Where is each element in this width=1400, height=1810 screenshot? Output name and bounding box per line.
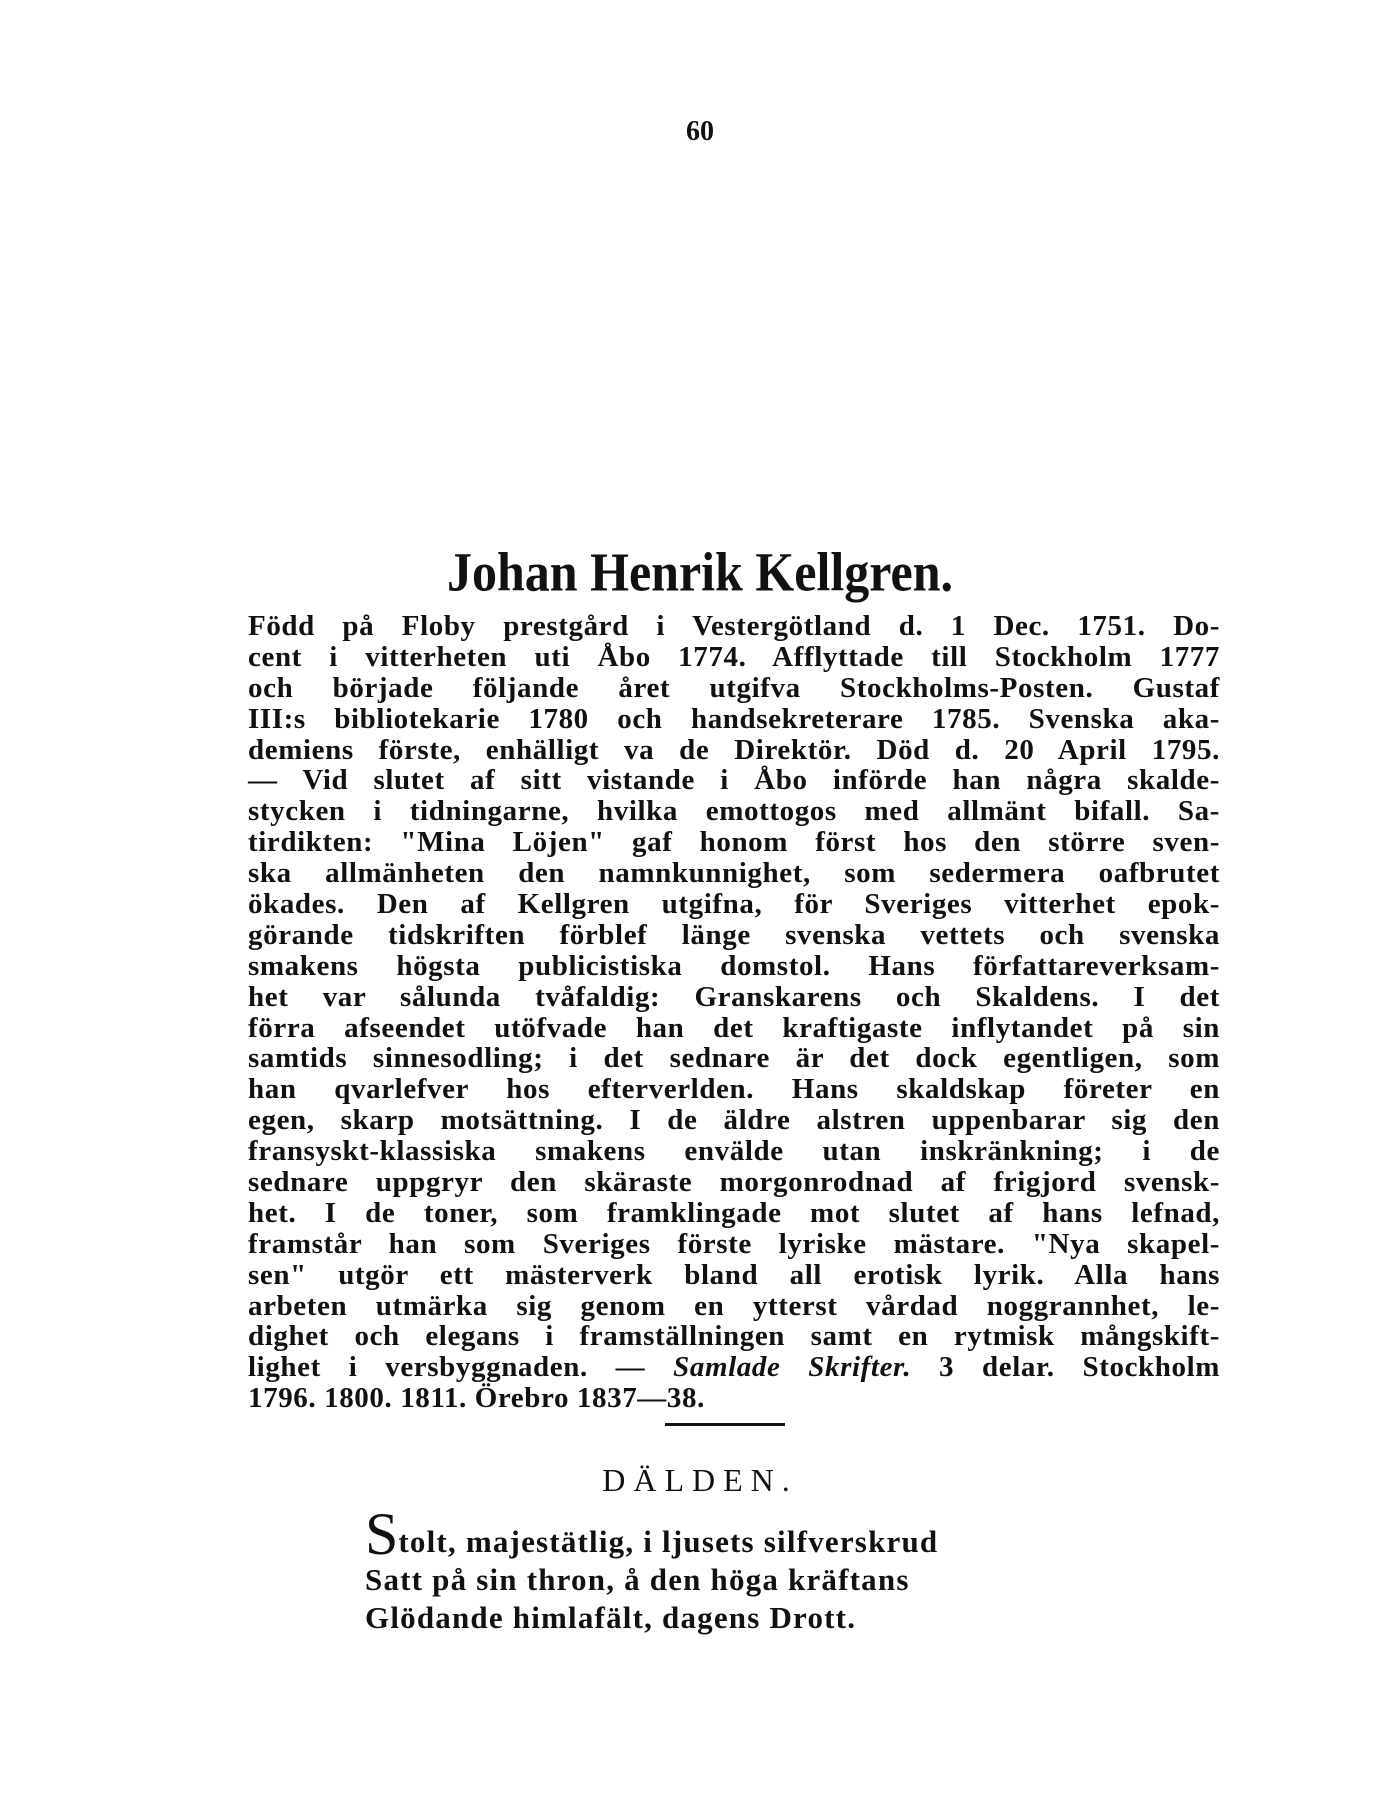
biography-line: demiens förste, enhälligt va de Direktör. Död d. 20 April 1795. — [248, 733, 1220, 766]
poem-body — [365, 1501, 1185, 1637]
biography-line: sen" utgör ett mästerverk bland all erotisk lyrik. Alla hans — [248, 1258, 1220, 1291]
biography-line: III:s bibliotekarie 1780 och handsekreterare 1785. Svenska aka- — [248, 702, 1220, 735]
biography-line: framstår han som Sveriges förste lyriske mästare. "Nya skapel- — [248, 1227, 1220, 1260]
biography-line: och började följande året utgifva Stockholms-Posten. Gustaf — [248, 671, 1220, 704]
poem-line — [365, 1501, 1185, 1567]
biography-line: arbeten utmärka sig genom en ytterst vårdad noggrannhet, le- — [248, 1289, 1220, 1322]
biography-text: 3 delar. Stockholm — [911, 1351, 1221, 1384]
biography-title: Johan Henrik Kellgren. — [446, 541, 954, 603]
biography-line: görande tidskriften förblef länge svenska vettets och svenska — [248, 918, 1220, 951]
biography-line: han qvarlefver hos efterverlden. Hans skaldskap företer en — [248, 1073, 1220, 1106]
section-divider — [665, 1423, 785, 1426]
biography-line: tirdikten: "Mina Löjen" gaf honom först hos den större sven- — [248, 826, 1220, 859]
biography-text: lighet i versbyggnaden. — — [248, 1351, 674, 1384]
biography-body — [248, 611, 1220, 1414]
biography-line: het var sålunda tvåfaldig: Granskarens och Skaldens. I det — [248, 980, 1220, 1013]
poem-line: Satt på sin thron, å den höga kräftans — [365, 1562, 910, 1597]
poem-line: Glödande himlafält, dagens Drott. — [365, 1600, 857, 1635]
page-number: 60 — [686, 116, 714, 147]
biography-line: dighet och elegans i framställningen samt en rytmisk mångskift- — [248, 1320, 1220, 1353]
biography-line: ska allmänheten den namnkunnighet, som sedermera oafbrutet — [248, 857, 1220, 890]
biography-line: förra afseendet utöfvade han det kraftigaste inflytandet på sin — [248, 1011, 1220, 1044]
biography-line: ökades. Den af Kellgren utgifna, för Sveriges vitterhet epok- — [248, 888, 1220, 921]
works-title-italic: Samlade Skrifter. — [673, 1351, 912, 1384]
biography-line: het. I de toner, som framklingade mot slutet af hans lefnad, — [248, 1196, 1220, 1229]
biography-last-line: 1796. 1800. 1811. Örebro 1837—38. — [248, 1382, 705, 1415]
biography-line: cent i vitterheten uti Åbo 1774. Afflyttade till Stockholm 1777 — [248, 640, 1220, 673]
biography-line: fransyskt-klassiska smakens envälde utan inskränkning; i de — [248, 1135, 1220, 1168]
poem-title: DÄLDEN. — [602, 1462, 798, 1498]
biography-line: sednare uppgryr den skäraste morgonrodnad af frigjord svensk- — [248, 1166, 1220, 1199]
biography-line: stycken i tidningarne, hvilka emottogos med allmänt bifall. Sa- — [248, 795, 1220, 828]
biography-line: — Vid slutet af sitt vistande i Åbo införde han några skalde- — [248, 764, 1220, 797]
drop-cap: S — [365, 1501, 399, 1567]
biography-line: egen, skarp motsättning. I de äldre alstren uppenbarar sig den — [248, 1104, 1220, 1137]
poem-line-text: tolt, majestätlig, i ljusets silfverskrud — [398, 1524, 939, 1559]
biography-line: samtids sinnesodling; i det sednare är det dock egentligen, som — [248, 1042, 1220, 1075]
biography-line: Född på Floby prestgård i Vestergötland d. 1 Dec. 1751. Do- — [248, 610, 1220, 642]
biography-line: smakens högsta publicistiska domstol. Hans författareverksam- — [248, 949, 1220, 982]
biography-line-with-citation — [248, 1352, 1220, 1383]
